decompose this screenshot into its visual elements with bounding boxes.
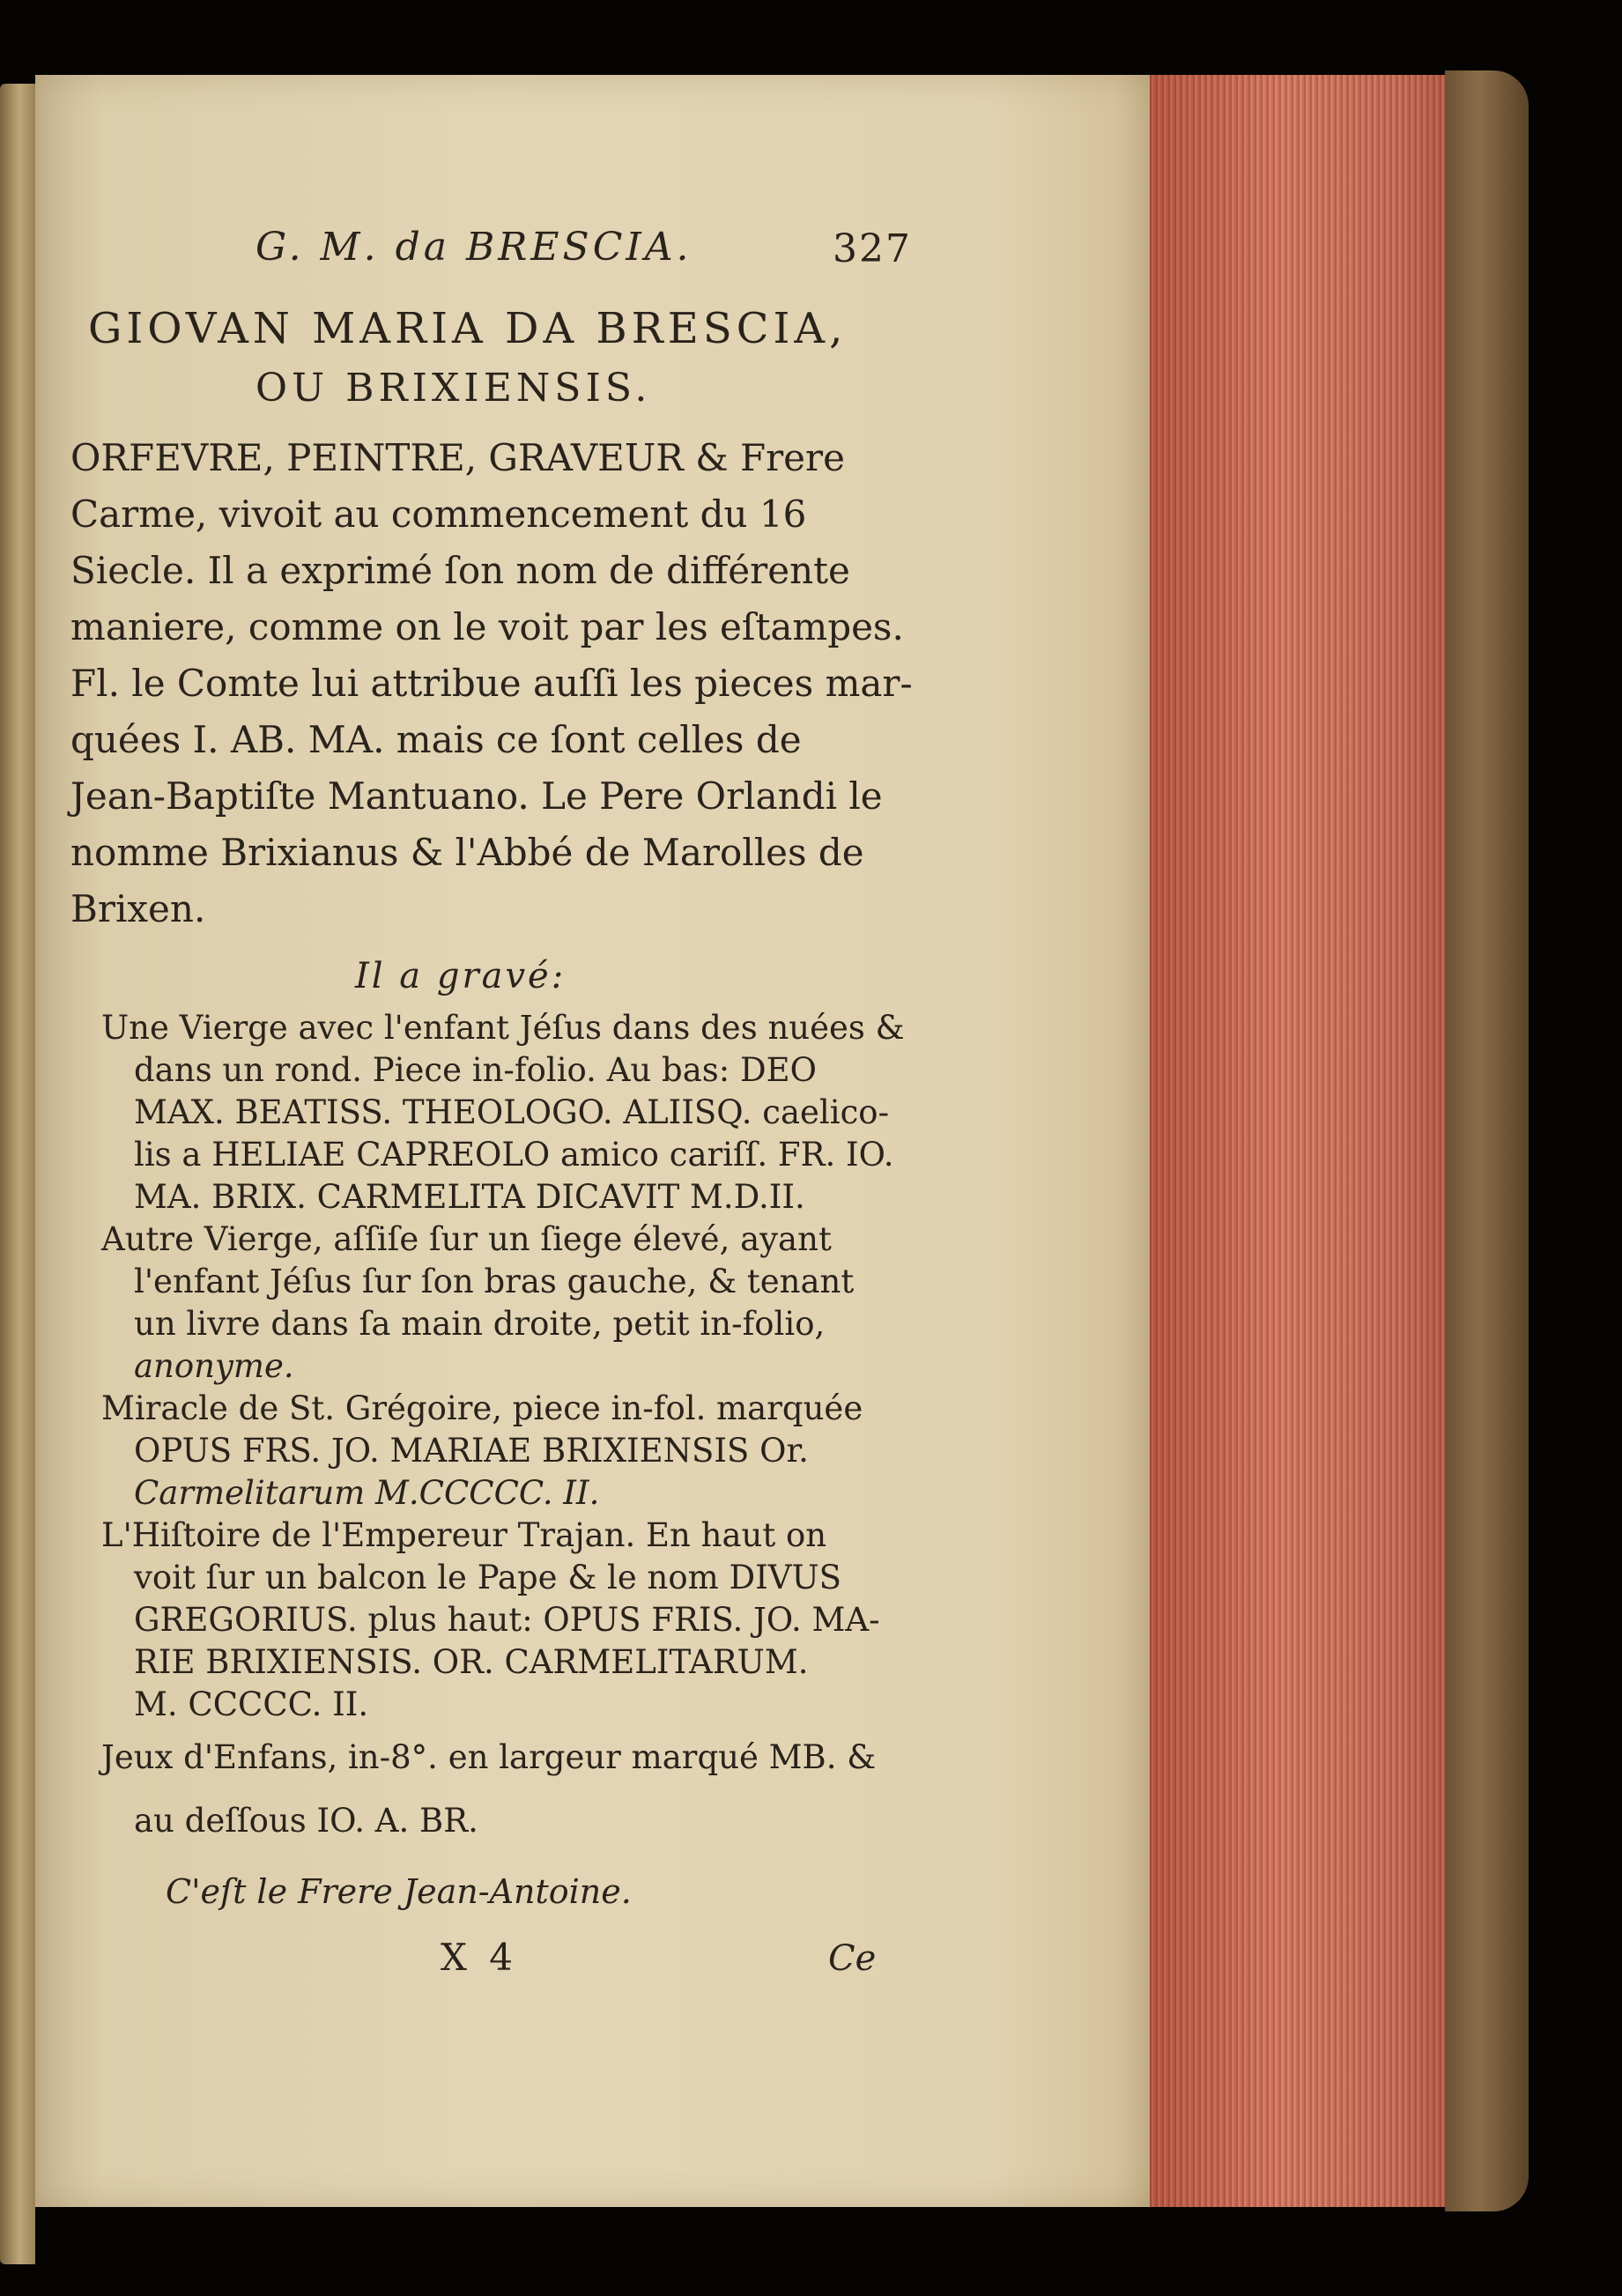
catalog-line: L'Hiſtoire de l'Empereur Trajan. En haut on	[101, 1516, 827, 1554]
page-number: 327	[833, 226, 912, 271]
catalog-line: GREGORIUS. plus haut: OPUS FRIS. JO. MA-	[134, 1601, 880, 1639]
catalog-line: Autre Vierge, aſſiſe ſur un ſiege élevé, ayant	[101, 1220, 832, 1258]
entry-title: GIOVAN MARIA DA BRESCIA,	[88, 304, 848, 353]
intro-line: Carme, vivoit au commencement du 16	[70, 493, 807, 536]
catalog-line: lis a HELIAE CAPREOLO amico cariſſ. FR. IO.	[134, 1136, 894, 1174]
intro-line: quées I. AB. MA. mais ce ſont celles de	[70, 718, 802, 761]
catchword: Ce	[828, 1938, 877, 1979]
catalog-line: OPUS FRS. JO. MARIAE BRIXIENSIS Or.	[134, 1432, 809, 1470]
signature-mark: X 4	[441, 1936, 518, 1979]
book-cover	[1445, 70, 1529, 2211]
intro-line: Jean-Baptiſte Mantuano. Le Pere Orlandi le	[70, 774, 883, 818]
intro-line: Fl. le Comte lui attribue auſſi les pieces mar-	[70, 662, 913, 705]
intro-line: Siecle. Il a exprimé ſon nom de différente	[70, 549, 850, 592]
intro-line: ORFEVRE, PEINTRE, GRAVEUR & Frere	[70, 436, 845, 479]
catalog-line: au deſſous IO. A. BR.	[134, 1802, 478, 1840]
page-text	[35, 75, 1159, 2207]
catalog-line: Une Vierge avec l'enfant Jéſus dans des nuées &	[101, 1009, 905, 1047]
catalog-line: un livre dans ſa main droite, petit in-folio,	[134, 1305, 826, 1343]
catalog-line: anonyme.	[134, 1347, 294, 1385]
catalog-line: RIE BRIXIENSIS. OR. CARMELITARUM.	[134, 1643, 809, 1681]
intro-line: maniere, comme on le voit par les eſtampes.	[70, 605, 904, 648]
catalog-line: l'enfant Jéſus ſur ſon bras gauche, & tenant	[134, 1263, 855, 1300]
section-heading: Il a gravé:	[355, 956, 567, 996]
catalog-line: M. CCCCC. II.	[134, 1685, 369, 1723]
intro-line: nomme Brixianus & l'Abbé de Marolles de	[70, 831, 864, 874]
facing-page-edge	[0, 84, 35, 2264]
catalog-line: Carmelitarum M.CCCCC. II.	[134, 1474, 600, 1512]
catalog-line: dans un rond. Piece in-folio. Au bas: DEO	[134, 1051, 817, 1089]
intro-line: Brixen.	[70, 887, 206, 930]
closing-line: C'eſt le Frere Jean-Antoine.	[166, 1872, 632, 1911]
catalog-line: Miracle de St. Grégoire, piece in-fol. marquée	[101, 1389, 863, 1427]
running-head: G. M. da BRESCIA.	[256, 225, 692, 270]
catalog-line: Jeux d'Enfans, in-8°. en largeur marqué MB. &	[101, 1738, 877, 1776]
entry-subtitle: OU BRIXIENSIS.	[256, 366, 652, 411]
catalog-line: MA. BRIX. CARMELITA DICAVIT M.D.II.	[134, 1178, 805, 1216]
page-block-edges	[1150, 75, 1476, 2207]
catalog-line: voit ſur un balcon le Pape & le nom DIVUS	[134, 1559, 841, 1596]
catalog-line: MAX. BEATISS. THEOLOGO. ALIISQ. caelico-	[134, 1093, 890, 1131]
